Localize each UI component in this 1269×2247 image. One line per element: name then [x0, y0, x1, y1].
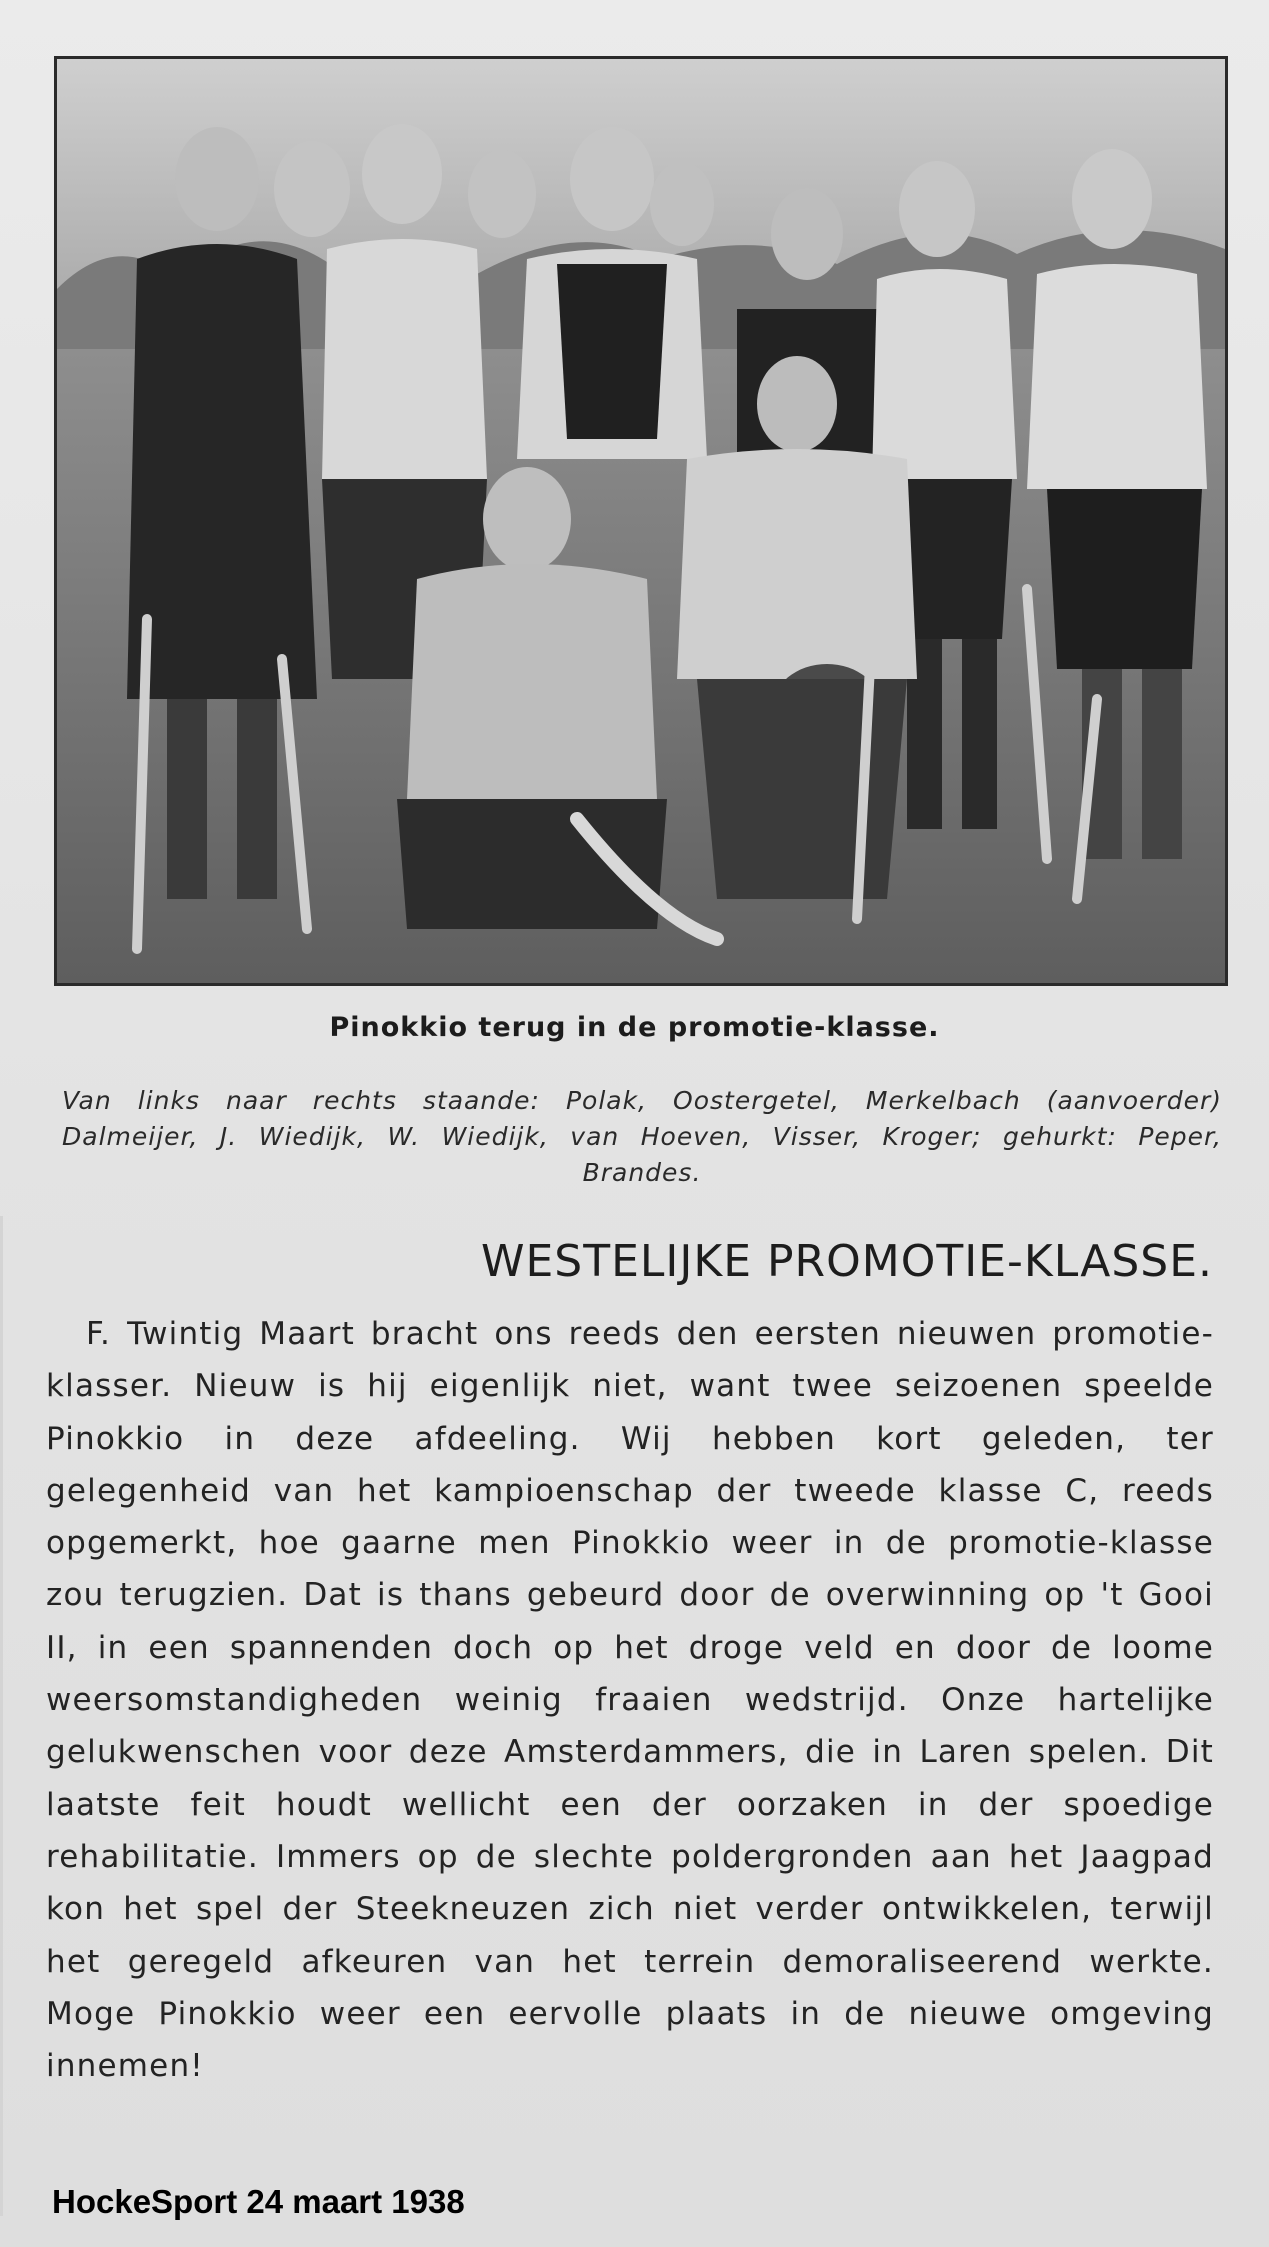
- article-headline: WESTELIJKE PROMOTIE-KLASSE.: [480, 1236, 1213, 1287]
- article-body: F. Twintig Maart bracht ons reeds den eersten nieuwen promotie-klasser. Nieuw is hij eigenlijk niet, want twee seizoenen speelde Pinokkio in deze afdeeling. Wij hebben kort geleden, ter gelegenheid van het kampioenschap der tweede klasse C, reeds opgemerkt, hoe gaarne men Pinokkio weer in de promotie-klasse zou terugzien. Dat is thans gebeurd door de overwinning op 't Gooi II, in een spannenden doch op het droge veld en door de loome weersomstandigheden weinig fraaien wedstrijd. Onze hartelijke gelukwenschen voor deze Amsterdammers, die in Laren spelen. Dit laatste feit houdt wellicht een der oorzaken in der spoedige rehabilitatie. Immers op de slechte poldergronden aan het Jaagpad kon het spel der Steekneuzen zich niet verder ontwikkelen, terwijl het geregeld afkeuren van het terrein demoraliseerend werkte. Moge Pinokkio weer een eervolle plaats in de nieuwe omgeving innemen!: [46, 1316, 1214, 2085]
- source-label: HockeSport 24 maart 1938: [52, 2183, 465, 2220]
- photo-caption-title: Pinokkio terug in de promotie-klasse.: [329, 1012, 940, 1043]
- photo-caption-names: Van links naar rechts staande: Polak, Oostergetel, Merkelbach (aanvoerder) Dalmeijer, J. Wiedijk, W. Wiedijk, van Hoeven, Visser, Kroger; gehurkt: Peper, Brandes.: [62, 1086, 1222, 1187]
- team-photo: [54, 56, 1228, 986]
- clipping-edge: [0, 1216, 3, 2216]
- team-photo-illustration: [57, 59, 1225, 983]
